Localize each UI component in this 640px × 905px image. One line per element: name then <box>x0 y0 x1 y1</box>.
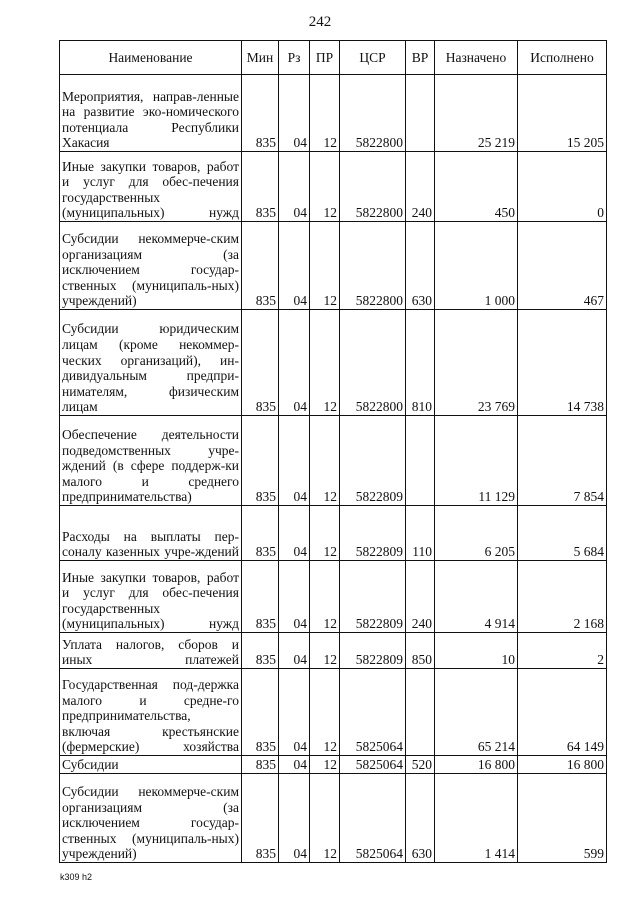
row-planned: 11 129 <box>435 416 518 506</box>
row-pr: 12 <box>310 310 340 416</box>
row-rz: 04 <box>279 506 310 561</box>
table-row <box>60 75 607 152</box>
header-min: Мин <box>242 41 279 75</box>
row-csr: 5822809 <box>340 416 406 506</box>
row-vr: 520 <box>406 756 435 774</box>
header-executed: Исполнено <box>518 41 607 75</box>
row-planned: 4 914 <box>435 561 518 633</box>
row-planned: 6 205 <box>435 506 518 561</box>
header-pr: ПР <box>310 41 340 75</box>
row-planned: 450 <box>435 152 518 222</box>
footer-code: k309 h2 <box>60 872 93 882</box>
row-vr: 630 <box>406 774 435 863</box>
budget-table <box>59 40 607 863</box>
row-min: 835 <box>242 669 279 756</box>
row-rz: 04 <box>279 310 310 416</box>
row-name: Субсидии юридическим лицам (кроме некоммер-ческих организаций), ин-дивидуальным предпри-нимателям, физическим лицам <box>60 310 242 416</box>
row-planned: 16 800 <box>435 756 518 774</box>
row-name: Иные закупки товаров, работ и услуг для обес-печения государственных (муниципальных) нужд <box>60 152 242 222</box>
header-planned: Назначено <box>435 41 518 75</box>
row-min: 835 <box>242 416 279 506</box>
row-pr: 12 <box>310 75 340 152</box>
table-row <box>60 310 607 416</box>
header-name: Наименование <box>60 41 242 75</box>
row-pr: 12 <box>310 774 340 863</box>
row-name: Расходы на выплаты пер-соналу казенных учре-ждений <box>60 506 242 561</box>
row-planned: 23 769 <box>435 310 518 416</box>
row-min: 835 <box>242 310 279 416</box>
row-vr: 810 <box>406 310 435 416</box>
row-executed: 0 <box>518 152 607 222</box>
row-min: 835 <box>242 506 279 561</box>
row-rz: 04 <box>279 633 310 669</box>
row-rz: 04 <box>279 416 310 506</box>
row-csr: 5825064 <box>340 669 406 756</box>
row-planned: 1 414 <box>435 774 518 863</box>
row-executed: 2 168 <box>518 561 607 633</box>
row-vr <box>406 75 435 152</box>
row-vr: 850 <box>406 633 435 669</box>
row-planned: 65 214 <box>435 669 518 756</box>
row-vr <box>406 416 435 506</box>
row-executed: 467 <box>518 222 607 310</box>
row-name: Государственная под-держка малого и средне-го предпринимательства, включая крестьянские (фермерские) хозяйства <box>60 669 242 756</box>
row-rz: 04 <box>279 152 310 222</box>
row-name: Обеспечение деятельности подведомственных учре-ждений (в сфере поддерж-ки малого и среднего предпринимательства) <box>60 416 242 506</box>
row-vr: 110 <box>406 506 435 561</box>
row-csr: 5822809 <box>340 633 406 669</box>
row-csr: 5822809 <box>340 561 406 633</box>
row-pr: 12 <box>310 416 340 506</box>
row-pr: 12 <box>310 152 340 222</box>
row-name: Субсидии некоммерче-ским организациям (за исключением государ-ственных (муниципаль-ных) учреждений) <box>60 774 242 863</box>
row-min: 835 <box>242 756 279 774</box>
row-executed: 14 738 <box>518 310 607 416</box>
row-min: 835 <box>242 152 279 222</box>
row-planned: 10 <box>435 633 518 669</box>
table-row <box>60 633 607 669</box>
row-executed: 2 <box>518 633 607 669</box>
row-csr: 5822800 <box>340 222 406 310</box>
row-vr <box>406 669 435 756</box>
row-rz: 04 <box>279 222 310 310</box>
row-executed: 16 800 <box>518 756 607 774</box>
row-pr: 12 <box>310 633 340 669</box>
row-name: Иные закупки товаров, работ и услуг для обес-печения государственных (муниципальных) нужд <box>60 561 242 633</box>
header-vr: ВР <box>406 41 435 75</box>
row-rz: 04 <box>279 75 310 152</box>
row-executed: 64 149 <box>518 669 607 756</box>
row-planned: 1 000 <box>435 222 518 310</box>
row-executed: 5 684 <box>518 506 607 561</box>
row-pr: 12 <box>310 561 340 633</box>
row-min: 835 <box>242 561 279 633</box>
row-min: 835 <box>242 633 279 669</box>
table-row <box>60 669 607 756</box>
table-row <box>60 561 607 633</box>
table-row <box>60 756 607 774</box>
table-row <box>60 506 607 561</box>
table-row <box>60 416 607 506</box>
row-csr: 5825064 <box>340 774 406 863</box>
row-rz: 04 <box>279 669 310 756</box>
row-csr: 5822800 <box>340 152 406 222</box>
row-name: Мероприятия, направ-ленные на развитие эко-номического потенциала Республики Хакасия <box>60 75 242 152</box>
row-csr: 5822800 <box>340 75 406 152</box>
row-rz: 04 <box>279 756 310 774</box>
row-min: 835 <box>242 222 279 310</box>
page-number: 242 <box>308 14 332 30</box>
row-vr: 630 <box>406 222 435 310</box>
header-row <box>60 41 607 75</box>
row-executed: 599 <box>518 774 607 863</box>
row-executed: 15 205 <box>518 75 607 152</box>
row-name: Субсидии некоммерче-ским организациям (за исключением государ-ственных (муниципаль-ных) учреждений) <box>60 222 242 310</box>
table-row <box>60 152 607 222</box>
row-pr: 12 <box>310 756 340 774</box>
row-pr: 12 <box>310 506 340 561</box>
row-csr: 5822800 <box>340 310 406 416</box>
row-pr: 12 <box>310 669 340 756</box>
row-executed: 7 854 <box>518 416 607 506</box>
row-min: 835 <box>242 774 279 863</box>
row-name: Субсидии <box>60 756 242 774</box>
table-row <box>60 774 607 863</box>
header-rz: Рз <box>279 41 310 75</box>
row-rz: 04 <box>279 774 310 863</box>
row-csr: 5822809 <box>340 506 406 561</box>
header-csr: ЦСР <box>340 41 406 75</box>
row-pr: 12 <box>310 222 340 310</box>
row-planned: 25 219 <box>435 75 518 152</box>
row-vr: 240 <box>406 152 435 222</box>
row-name: Уплата налогов, сборов и иных платежей <box>60 633 242 669</box>
row-rz: 04 <box>279 561 310 633</box>
table-row <box>60 222 607 310</box>
row-vr: 240 <box>406 561 435 633</box>
row-min: 835 <box>242 75 279 152</box>
row-csr: 5825064 <box>340 756 406 774</box>
